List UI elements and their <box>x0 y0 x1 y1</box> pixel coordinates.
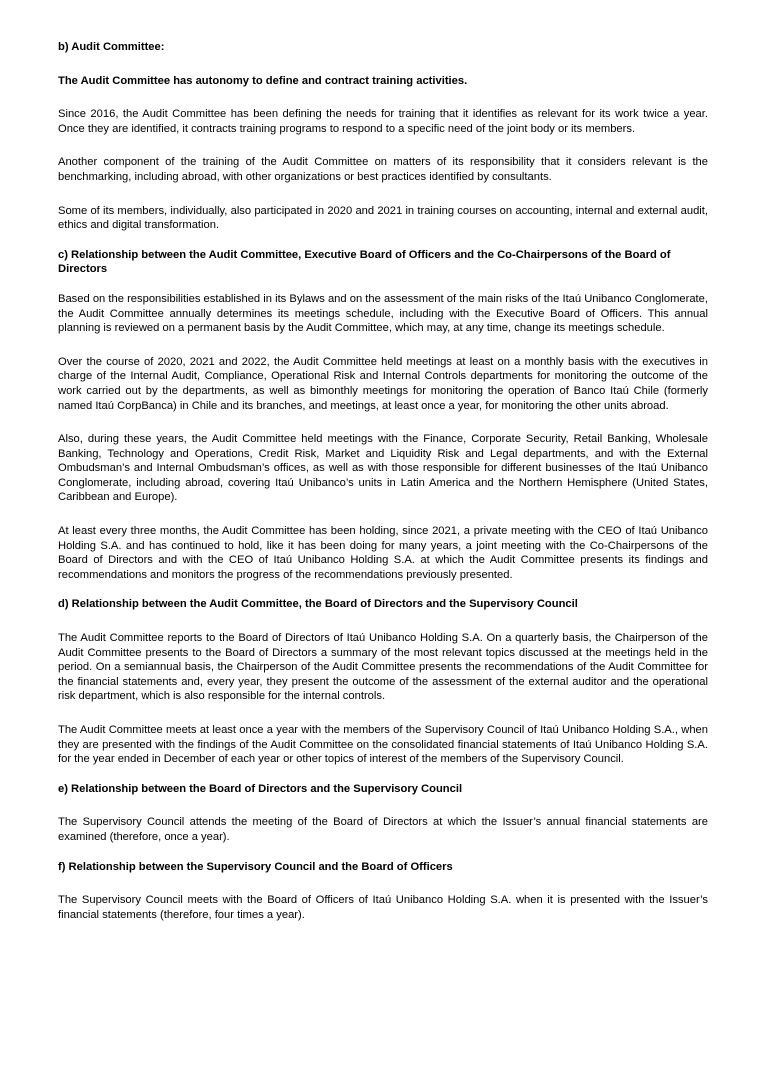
section-c-paragraph-1: Based on the responsibilities established in its Bylaws and on the assessment of the main risks of the Itaú Unibanco Conglomerate, the Audit Committee annually determines its meetings schedule, including with the Executive Board of Officers. This annual planning is reviewed on a permanent basis by the Audit Committee, which may, at any time, change its meetings schedule. <box>58 292 708 335</box>
section-b-paragraph-1: Since 2016, the Audit Committee has been defining the needs for training that it identifies as relevant for its work twice a year. Once they are identified, it contracts training programs to respond to a specific need of the joint body or its members. <box>58 108 708 135</box>
section-d-heading: d) Relationship between the Audit Committee, the Board of Directors and the Supervisory Council <box>58 598 578 611</box>
section-c-heading: c) Relationship between the Audit Committee, Executive Board of Officers and the Co-Chairpersons of the Board of Directors <box>58 248 671 276</box>
section-c-paragraph-2: Over the course of 2020, 2021 and 2022, the Audit Committee held meetings at least on a monthly basis with the executives in charge of the Internal Audit, Compliance, Operational Risk and Internal Controls departments for monitoring the outcome of the work carried out by the departments, as well as bimonthly meetings for monitoring the operation of Banco Itaú Chile (formerly named Itaú CorpBanca) in Chile and its branches, and meetings, at least once a year, for monitoring the other units abroad. <box>58 355 708 412</box>
section-b-heading: b) Audit Committee: <box>58 41 165 53</box>
section-f-heading: f) Relationship between the Supervisory Council and the Board of Officers <box>58 860 453 873</box>
section-e-paragraph-1: The Supervisory Council attends the meeting of the Board of Directors at which the Issuer’s annual financial statements are examined (therefore, once a year). <box>58 816 708 843</box>
section-c-paragraph-4: At least every three months, the Audit Committee has been holding, since 2021, a private meeting with the CEO of Itaú Unibanco Holding S.A. and has continued to hold, like it has been doing for many years, a joint meeting with the Co-Chairpersons of the Board of Directors and with the CEO of Itaú Unibanco Holding S.A. at which the Audit Committee presents its findings and recommendations and monitors the progress of the recommendations previously presented. <box>58 525 708 581</box>
section-b-paragraph-2: Another component of the training of the Audit Committee on matters of its responsibility that it considers relevant is the benchmarking, including abroad, with other organizations or best practices identified by consultants. <box>58 156 708 183</box>
document-page <box>58 40 708 922</box>
section-c-paragraph-3: Also, during these years, the Audit Committee held meetings with the Finance, Corporate Security, Retail Banking, Wholesale Banking, Technology and Operations, Credit Risk, Market and Liquidity Risk and Legal departments, and with the External Ombudsman’s and Internal Ombudsman’s offices, as well as with those responsible for different businesses of the Itaú Unibanco Conglomerate, including abroad, covering Itaú Unibanco’s units in Latin America and the Northern Hemisphere (United States, Caribbean and Europe). <box>58 433 708 504</box>
section-d-paragraph-1: The Audit Committee reports to the Board of Directors of Itaú Unibanco Holding S.A. On a quarterly basis, the Chairperson of the Audit Committee presents to the Board of Directors a summary of the most relevant topics discussed at the meetings held in the period. On a semiannual basis, the Chairperson of the Audit Committee presents the recommendations of the Audit Committee for the financial statements and, every year, they present the outcome of the assessment of the external auditor and the operational risk department, which is also responsible for the internal controls. <box>58 632 708 703</box>
section-d-paragraph-2: The Audit Committee meets at least once a year with the members of the Supervisory Council of Itaú Unibanco Holding S.A., when they are presented with the findings of the Audit Committee on the consolidated financial statements of Itaú Unibanco Holding S.A. for the year ended in December of each year or other topics of interest of the members of the Supervisory Council. <box>58 724 708 766</box>
section-b-subheading: The Audit Committee has autonomy to define and contract training activities. <box>58 74 468 87</box>
section-e-heading: e) Relationship between the Board of Directors and the Supervisory Council <box>58 782 463 795</box>
section-b-paragraph-3: Some of its members, individually, also participated in 2020 and 2021 in training courses on accounting, internal and external audit, ethics and digital transformation. <box>58 204 708 232</box>
section-f-paragraph-1: The Supervisory Council meets with the Board of Officers of Itaú Unibanco Holding S.A. when it is presented with the Issuer’s financial statements (therefore, four times a year). <box>58 894 708 921</box>
